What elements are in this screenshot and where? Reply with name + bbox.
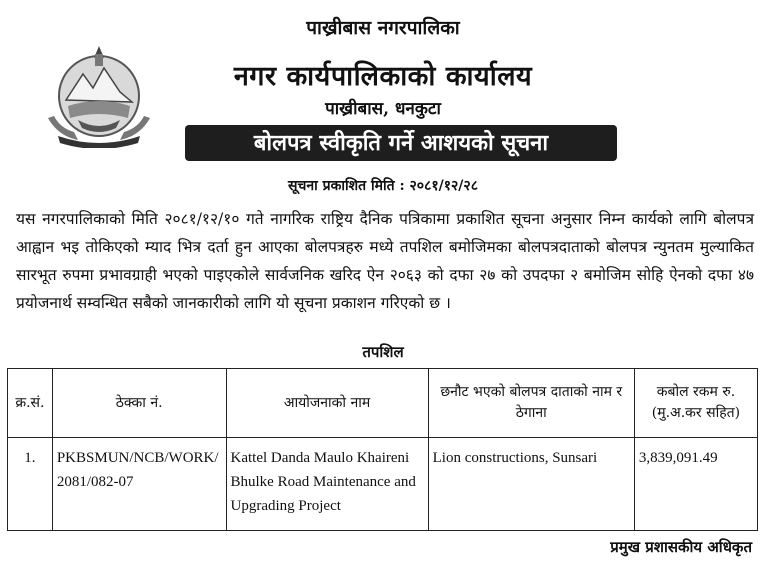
notice-title-banner: बोलपत्र स्वीकृति गर्ने आशयको सूचना [185, 125, 617, 161]
header-contract-no: ठेक्का नं. [52, 369, 226, 438]
published-date: सूचना प्रकाशित मिति : २०८१/१२/२८ [288, 178, 478, 194]
details-label: तपशिल [362, 343, 404, 361]
municipality-name: पाख्रीबास नगरपालिका [306, 17, 460, 39]
bid-details-table [7, 368, 758, 531]
row-bidder: Lion constructions, Sunsari [428, 438, 634, 531]
row-serial: 1. [8, 438, 53, 531]
signatory-title: प्रमुख प्रशासकीय अधिकृत [610, 538, 752, 556]
office-name: नगर कार्यपालिकाको कार्यालय [233, 61, 533, 92]
row-contract-no: PKBSMUN/NCB/WORK/2081/082-07 [52, 438, 226, 531]
table-header-row [8, 369, 758, 438]
table-row [8, 438, 758, 531]
office-location: पाख्रीबास, धनकुटा [325, 99, 441, 119]
row-project-name: Kattel Danda Maulo Khaireni Bhulke Road Maintenance and Upgrading Project [226, 438, 428, 531]
row-amount: 3,839,091.49 [634, 438, 757, 531]
header-serial: क्र.सं. [8, 369, 53, 438]
header-project-name: आयोजनाको नाम [226, 369, 428, 438]
header-amount: कबोल रकम रु. (मु.अ.कर सहित) [634, 369, 757, 438]
notice-paragraph: यस नगरपालिकाको मिति २०८१/१२/१० गते नागरिक राष्ट्रिय दैनिक पत्रिकामा प्रकाशित सूचना अनुसार निम्न कार्यको लागि बोलपत्र आह्वान भइ तोकिएको म्याद भित्र दर्ता हुन आएका बोलपत्रहरु मध्ये तपशिल बमोजिमका बोलपत्रदाताको बोलपत्र न्युनतम मुल्याकित सारभूत रुपमा प्रभावग्राही भएको पाइएकोले सार्वजनिक खरिद ऐन २०६३ को दफा २७ को उपदफा २ बमोजिम सोहि ऐनको दफा ४७ प्रयोजनार्थ सम्वन्धित सबैको जानकारीको लागि यो सूचना प्रकाशन गरिएको छ । [16, 210, 754, 312]
header-bidder: छनौट भएको बोलपत्र दाताको नाम र ठेगाना [428, 369, 634, 438]
